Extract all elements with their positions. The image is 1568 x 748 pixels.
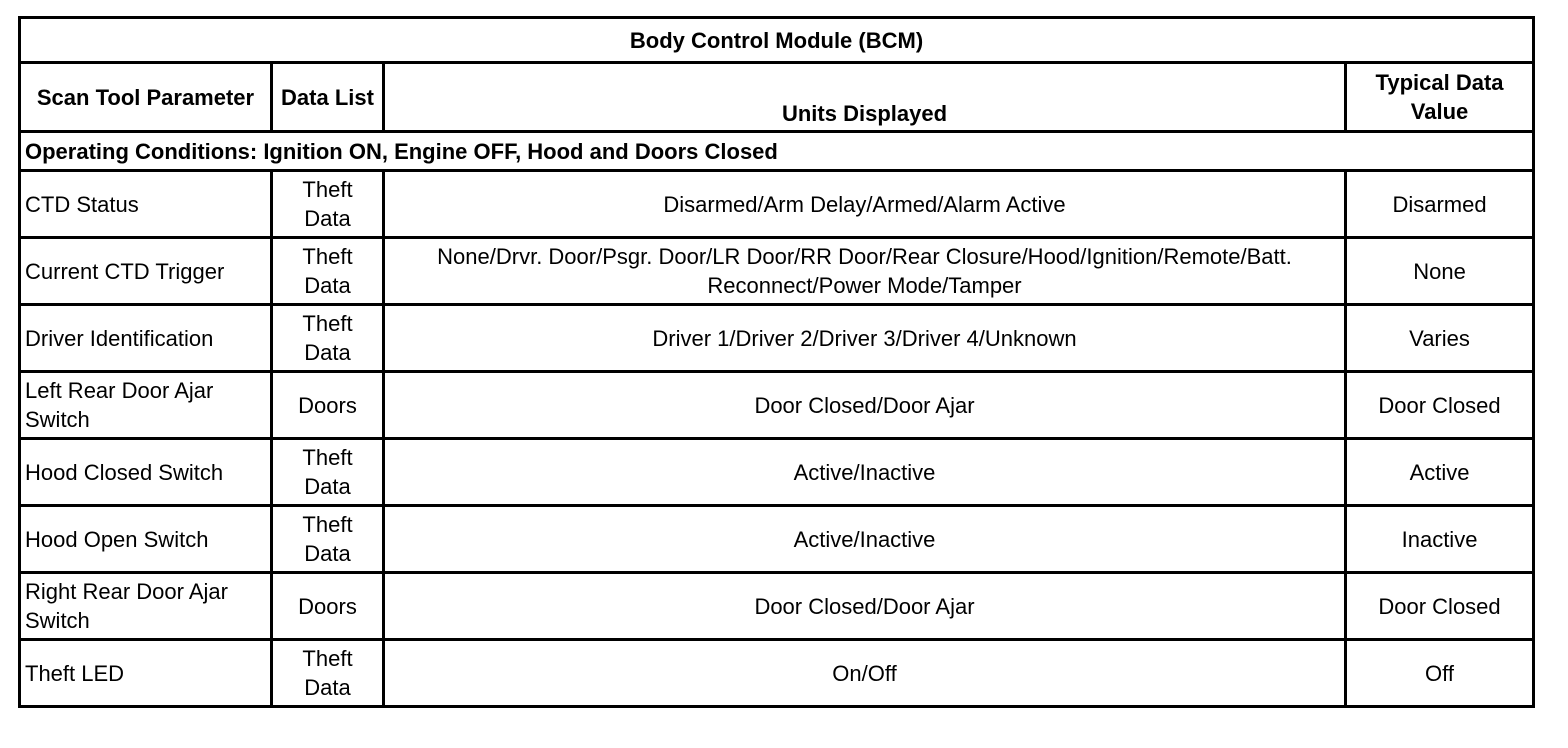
typical-value-cell: Door Closed [1346, 573, 1534, 640]
parameter-cell: Hood Open Switch [20, 506, 272, 573]
units-cell: On/Off [384, 640, 1346, 707]
parameter-cell: Theft LED [20, 640, 272, 707]
typical-value-cell: Off [1346, 640, 1534, 707]
typical-value-cell: Active [1346, 439, 1534, 506]
header-data-list: Data List [272, 63, 384, 132]
table-row [20, 171, 1534, 238]
units-cell: Door Closed/Door Ajar [384, 372, 1346, 439]
units-cell: Active/Inactive [384, 506, 1346, 573]
units-cell: Disarmed/Arm Delay/Armed/Alarm Active [384, 171, 1346, 238]
data-list-cell: Theft Data [272, 238, 384, 305]
parameter-cell: Driver Identification [20, 305, 272, 372]
units-cell: None/Drvr. Door/Psgr. Door/LR Door/RR Door/Rear Closure/Hood/Ignition/Remote/Batt. Reconnect/Power Mode/Tamper [384, 238, 1346, 305]
table-row [20, 573, 1534, 640]
header-typical-data-value: Typical Data Value [1346, 63, 1534, 132]
table-row [20, 372, 1534, 439]
units-cell: Door Closed/Door Ajar [384, 573, 1346, 640]
data-list-cell: Theft Data [272, 439, 384, 506]
data-list-cell: Theft Data [272, 305, 384, 372]
header-units-displayed: Units Displayed [384, 63, 1346, 132]
typical-value-cell: Disarmed [1346, 171, 1534, 238]
header-scan-tool-parameter: Scan Tool Parameter [20, 63, 272, 132]
table-row [20, 305, 1534, 372]
parameter-cell: Current CTD Trigger [20, 238, 272, 305]
data-list-cell: Doors [272, 372, 384, 439]
operating-conditions: Operating Conditions: Ignition ON, Engine OFF, Hood and Doors Closed [20, 132, 1534, 171]
bcm-data-table [18, 16, 1535, 708]
units-cell: Active/Inactive [384, 439, 1346, 506]
parameter-cell: Right Rear Door Ajar Switch [20, 573, 272, 640]
typical-value-cell: Varies [1346, 305, 1534, 372]
table-row [20, 640, 1534, 707]
table-title: Body Control Module (BCM) [20, 18, 1534, 63]
typical-value-cell: Inactive [1346, 506, 1534, 573]
operating-conditions-row [20, 132, 1534, 171]
typical-value-cell: None [1346, 238, 1534, 305]
data-list-cell: Theft Data [272, 506, 384, 573]
typical-value-cell: Door Closed [1346, 372, 1534, 439]
parameter-cell: Left Rear Door Ajar Switch [20, 372, 272, 439]
data-list-cell: Theft Data [272, 640, 384, 707]
table-title-row [20, 18, 1534, 63]
parameter-cell: Hood Closed Switch [20, 439, 272, 506]
table-row [20, 506, 1534, 573]
units-cell: Driver 1/Driver 2/Driver 3/Driver 4/Unknown [384, 305, 1346, 372]
parameter-cell: CTD Status [20, 171, 272, 238]
table-row [20, 238, 1534, 305]
column-header-row [20, 63, 1534, 132]
table-row [20, 439, 1534, 506]
data-list-cell: Theft Data [272, 171, 384, 238]
data-list-cell: Doors [272, 573, 384, 640]
